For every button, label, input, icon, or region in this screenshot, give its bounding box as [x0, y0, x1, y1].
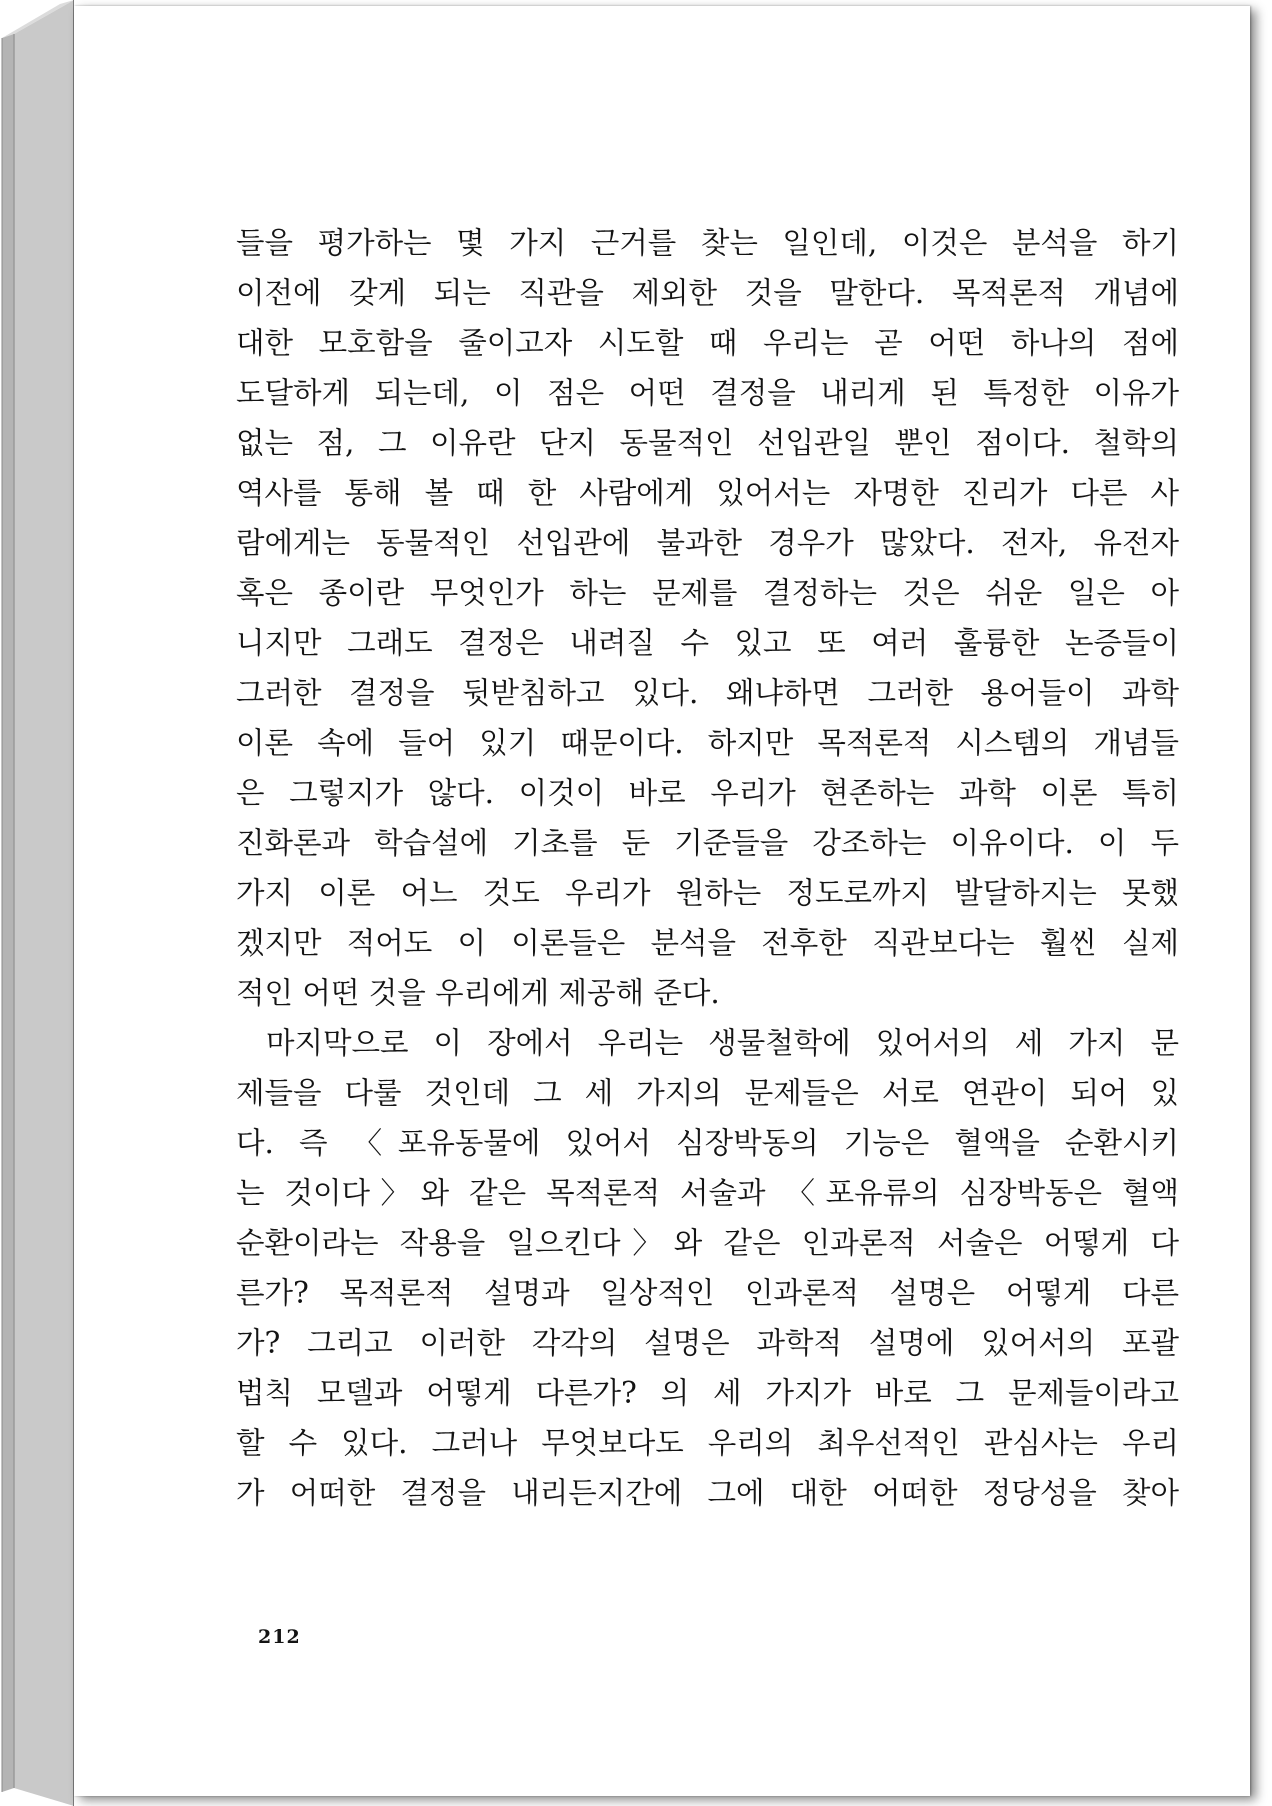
paragraph-end-line: 적인 어떤 것을 우리에게 제공해 준다.	[236, 976, 720, 1010]
book-page	[74, 6, 1250, 1796]
text-line: 도달하게 되는데, 이 점은 어떤 결정을 내리게 된 특정한 이유가	[236, 376, 1179, 410]
text-line: 순환이라는 작용을 일으킨다〉와 같은 인과론적 서술은 어떻게 다	[236, 1226, 1179, 1260]
text-line: 니지만 그래도 결정은 내려질 수 있고 또 여러 훌륭한 논증들이	[236, 626, 1179, 660]
paragraph-start-line: 마지막으로 이 장에서 우리는 생물철학에 있어서의 세 가지 문	[266, 1026, 1179, 1060]
text-line: 할 수 있다. 그러나 무엇보다도 우리의 최우선적인 관심사는 우리	[236, 1426, 1179, 1460]
text-line: 다. 즉 〈포유동물에 있어서 심장박동의 기능은 혈액을 순환시키	[236, 1126, 1179, 1160]
text-line: 없는 점, 그 이유란 단지 동물적인 선입관일 뿐인 점이다. 철학의	[236, 426, 1179, 460]
text-line: 가? 그리고 이러한 각각의 설명은 과학적 설명에 있어서의 포괄	[236, 1326, 1179, 1360]
text-line: 른가? 목적론적 설명과 일상적인 인과론적 설명은 어떻게 다른	[236, 1276, 1179, 1310]
text-line: 들을 평가하는 몇 가지 근거를 찾는 일인데, 이것은 분석을 하기	[236, 226, 1179, 260]
text-line: 람에게는 동물적인 선입관에 불과한 경우가 많았다. 전자, 유전자	[236, 526, 1179, 560]
text-line: 법칙 모델과 어떻게 다른가? 의 세 가지가 바로 그 문제들이라고	[236, 1376, 1179, 1410]
text-line: 이론 속에 들어 있기 때문이다. 하지만 목적론적 시스템의 개념들	[236, 726, 1179, 760]
text-line: 은 그렇지가 않다. 이것이 바로 우리가 현존하는 과학 이론 특히	[236, 776, 1179, 810]
text-line: 그러한 결정을 뒷받침하고 있다. 왜냐하면 그러한 용어들이 과학	[236, 676, 1179, 710]
text-line: 혹은 종이란 무엇인가 하는 문제를 결정하는 것은 쉬운 일은 아	[236, 576, 1179, 610]
text-line: 제들을 다룰 것인데 그 세 가지의 문제들은 서로 연관이 되어 있	[236, 1076, 1179, 1110]
text-line: 이전에 갖게 되는 직관을 제외한 것을 말한다. 목적론적 개념에	[236, 276, 1179, 310]
text-line: 역사를 통해 볼 때 한 사람에게 있어서는 자명한 진리가 다른 사	[236, 476, 1179, 510]
page-number: 212	[258, 1626, 301, 1648]
text-line: 는 것이다〉와 같은 목적론적 서술과 〈포유류의 심장박동은 혈액	[236, 1176, 1179, 1210]
text-line: 겠지만 적어도 이 이론들은 분석을 전후한 직관보다는 훨씬 실제	[236, 926, 1179, 960]
text-line: 대한 모호함을 줄이고자 시도할 때 우리는 곧 어떤 하나의 점에	[236, 326, 1179, 360]
text-line: 가지 이론 어느 것도 우리가 원하는 정도로까지 발달하지는 못했	[236, 876, 1179, 910]
text-line: 가 어떠한 결정을 내리든지간에 그에 대한 어떠한 정당성을 찾아	[236, 1476, 1179, 1510]
book-spine-edge	[0, 0, 74, 1806]
text-line: 진화론과 학습설에 기초를 둔 기준들을 강조하는 이유이다. 이 두	[236, 826, 1179, 860]
page-body-text	[236, 218, 1179, 1518]
